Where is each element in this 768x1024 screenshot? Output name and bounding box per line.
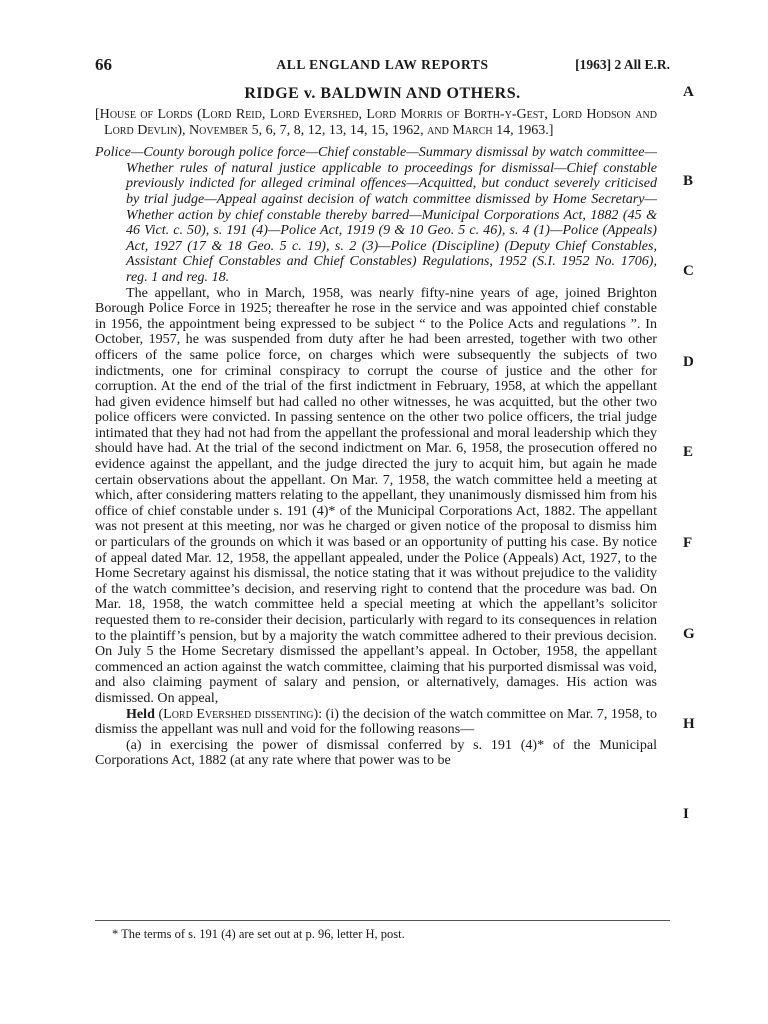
margin-letter-f: F bbox=[683, 535, 693, 551]
page-number: 66 bbox=[95, 55, 112, 74]
running-header bbox=[95, 55, 670, 77]
footnote: * The terms of s. 191 (4) are set out at p. 96, letter H, post. bbox=[112, 927, 405, 941]
held-text: (i) the decision of the watch committee on Mar. 7, 1958, to dismiss the appellant was null and void for the following reasons— bbox=[95, 705, 657, 738]
footnote-rule bbox=[95, 920, 670, 921]
held-dissent: (Lord Evershed dissenting): bbox=[158, 705, 323, 722]
margin-letter-i: I bbox=[683, 806, 689, 822]
margin-letter-d: D bbox=[683, 354, 694, 370]
margin-letter-e: E bbox=[683, 444, 694, 460]
held-label: Held bbox=[126, 705, 155, 722]
catchwords: Police—County borough police force—Chief constable—Summary dismissal by watch committee—Whether rules of natural justice applicable to proceedings for dismissal—Chief constable previously indicted for alleged criminal offences—Acquitted, but conduct severely criticised by trial judge—Appeal against decision of watch committee dismissed by Home Secretary—Whether action by chief constable thereby barred—Municipal Corporations Act, 1882 (45 & 46 Vict. c. 50), s. 191 (4)—Police Act, 1919 (9 & 10 Geo. 5 c. 46), s. 4 (1)—Police (Appeals) Act, 1927 (17 & 18 Geo. 5 c. 19), s. 2 (3)—Police (Discipline) (Deputy Chief Constables, Assistant Chief Constables and Chief Constables) Regulations, 1952 (S.I. 1952 No. 1706), reg. 1 and reg. 18. bbox=[95, 144, 657, 285]
court-line: [House of Lords (Lord Reid, Lord Evershed, Lord Morris of Borth-y-Gest, Lord Hodson and Lord Devlin), November 5, 6, 7, 8, 12, 13, 14, 15, 1962, and March 14, 1963.] bbox=[95, 106, 657, 138]
margin-letter-h: H bbox=[683, 716, 695, 732]
held-point-a: (a) in exercising the power of dismissal conferred by s. 191 (4)* of the Municipal Corporations Act, 1882 (at any rate where that power was to be bbox=[95, 736, 657, 769]
margin-letter-b: B bbox=[683, 173, 694, 189]
running-title: ALL ENGLAND LAW REPORTS bbox=[276, 57, 489, 72]
margin-letter-g: G bbox=[683, 626, 695, 642]
margin-letter-a: A bbox=[683, 84, 694, 100]
held-paragraph bbox=[95, 707, 657, 738]
case-title: RIDGE v. BALDWIN AND OTHERS. bbox=[244, 85, 521, 102]
margin-letter-c: C bbox=[683, 263, 694, 279]
citation: [1963] 2 All E.R. bbox=[575, 57, 670, 72]
facts-paragraph: The appellant, who in March, 1958, was nearly fifty-nine years of age, joined Brighton Borough Police Force in 1925; thereafter he rose in the service and was appointed chief constable in 1956, the appointment being expressed to be subject “ to the Police Acts and regulations ”. In October, 1957, he was suspended from duty after he had been arrested, together with two other officers of the same police force, on charges which were subsequently the subjects of two indictments, one for criminal conspiracy to corrupt the course of justice and the other for corruption. At the end of the trial of the first indictment in February, 1958, at which the appellant had given evidence himself but had called no other witnesses, he was acquitted, but the other two police officers were convicted. In passing sentence on the other two police officers, the trial judge intimated that they had not had from the appellant the professional and moral leadership which they should have had. At the trial of the second indictment on Mar. 6, 1958, the prosecution offered no evidence against the appellant, and the judge directed the jury to acquit him, but again he made certain observations about the appellant. On Mar. 7, 1958, the watch committee held a meeting at which, after considering matters relating to the appellant, they unanimously dismissed him from his office of chief constable under s. 191 (4)* of the Municipal Corporations Act, 1882. The appellant was not present at this meeting, nor was he charged or given notice of the proposal to dismiss him or particulars of the grounds on which it was based or an opportunity of putting his case. By notice of appeal dated Mar. 12, 1958, the appellant appealed, under the Police (Appeals) Act, 1927, to the Home Secretary against his dismissal, the notice stating that it was without prejudice to the validity of the watch committee’s decision, and reserving right to contend that the procedure was bad. On Mar. 18, 1958, the watch committee held a special meeting at which the appellant’s solicitor requested them to re-consider their decision, particularly with regard to its consequences in relation to the plaintiff’s pension, but by a majority the watch committee adhered to their previous decision. On July 5 the Home Secretary dismissed the appellant’s appeal. In October, 1958, the appellant commenced an action against the watch committee, claiming that his purported dismissal was void, and also claiming payment of salary and pension, or alternatively, damages. His action was dismissed. On appeal, bbox=[95, 284, 657, 706]
report-body bbox=[95, 107, 657, 769]
